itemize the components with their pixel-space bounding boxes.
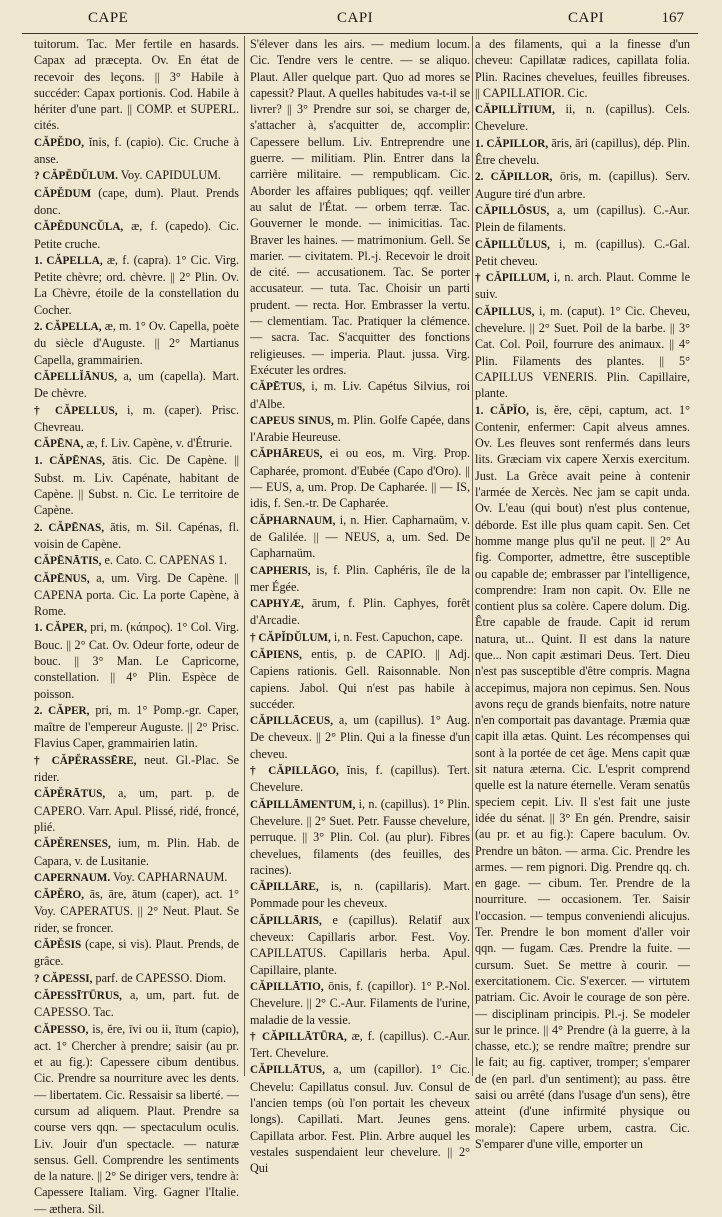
dictionary-entry: [34, 869, 239, 886]
entry-headword: CAPHERIS,: [250, 564, 311, 577]
dictionary-entry: [475, 202, 690, 236]
entry-definition: a, um (capillor). 1° Cic. Chevelu: Capillatus consul. Juv. Consul de l'ancien temps (où l'on portait les cheveux longs). Capillati. Mart. Jeunes gens. Capillata arbor. Fest. Plin. Arbre auquel les vestales suspendaient leur chevelure. || 2° Qui: [250, 1062, 470, 1176]
entry-definition: i, m. (caput). 1° Cic. Cheveu, chevelure. || 2° Suet. Poil de la barbe. || 3° Cat. Col. Poil, fourrure des animaux. || 4° Plin. Filaments des plantes. || 5° CAPILLUS VENERIS. Plin. Capillaire, plante.: [475, 303, 691, 401]
entry-definition: ĭnis, f. (capillus). Tert. Chevelure.: [250, 763, 470, 795]
dictionary-entry: [34, 752, 239, 786]
running-head-left: CAPE: [88, 10, 129, 26]
dictionary-entry: [250, 978, 470, 1028]
entry-headword: CĂPĔRO,: [34, 889, 85, 902]
entry-headword: CAPHYÆ,: [250, 598, 304, 611]
entry-definition: is, ĕre, cēpi, captum, act. 1° Contenir, enfermer: Capit alveus amnes. Ov. Les fleuves sont renfermés dans leurs lits. Græciam vix capere Xerxis exercitum. Just. La Grèce avait peine à contenir l'armée de Xercès. Nec jam se capit unda. Ov. L'eau (qui bout) n'est plus contenue, déborde. Est ille plus quam capit. Sen. Cet homme mange plus qu'il ne peut. || 2° Au fig. Comporter, admettre, être susceptible ou capable de; embrasser par l'intelligence, comprendre: Iram non capit. Ov. Elle ne contient plus sa colère. Capere dolum. Dig. Être capable de fraude. Capit id rerum natura, ut... Quint. Il est dans la nature que... Non capit æstimari Deus. Tert. Dieu n'est pas susceptible d'être compris. Magna accepimus, majora non cepimus. Sen. Nous avons reçu de grands bienfaits, notre nature n'en comportait pas davantage. Præmia quæ capit illa ætas. Quint. Les récompenses qui sont à la portée de cet âge. Mens capit quæ sit natura æterna. Cic. L'esprit comprend quelle est la nature éternelle. Veram senatûs speciem cepit. Liv. Il s'est fait une juste idée du sénat. || 3° En gén. Prendre, saisir (au pr. et au fig.): Capere baculum. Ov. Prendre un bâton. — arma. Cic. Prendre les armes. — rem pignori. Dig. Prendre qq. ch. en gage. — cibum. Ter. Prendre de la nourriture. — occasionem. Ter. Saisir l'occasion. — tempus conveniendi alicujus. Ter. Prendre le bon moment d'aller voir qqn. — fugam. Cæs. Prendre la fuite. — cursum. Suet. Se mettre à courir. — exercitationem. Cic. S'exercer. — virtutem patriam. Cic. Avoir le courage de son père. — disciplinam principis. Pl.-j. Se modeler sur le prince. || 4° Prendre (à la guerre, à la chasse, etc.); se rendre maître; prendre sur le fait; au fig. captiver, tromper; s'emparer de (en parl. d'un sentiment); au pass. être saisi ou arrêté (dans l'usage d'un sens), être atteint (d'une infirmité physique ou morale): Capere urbem, castra. Cic. S'emparer d'une ville, emporter un: [475, 402, 690, 1151]
dictionary-entry: [250, 712, 470, 762]
entry-definition: pri, m. (κάπρος). 1° Col. Virg. Bouc. || 2° Cat. Ov. Odeur forte, odeur de bouc. || 3° Man. Le Capricorne, constellation. || 4° Plin. Espèce de poisson.: [34, 620, 240, 701]
entry-definition: a, um (capillus). 1° Aug. De cheveux. || 2° Plin. Qui a la finesse d'un cheveu.: [250, 713, 471, 761]
column-1: [34, 36, 240, 1216]
dictionary-entry: [250, 629, 470, 646]
dictionary-entry: [34, 970, 239, 987]
entry-headword: CAPERNAUM.: [34, 871, 111, 884]
dictionary-entry: [475, 269, 690, 303]
entry-definition: ōris, m. (capillus). Serv. Augure tiré d'un arbre.: [475, 169, 690, 201]
entry-headword: † CĂPILLĀTŪRA,: [250, 1030, 347, 1043]
dictionary-entry: [475, 101, 690, 135]
dictionary-entry: [34, 134, 239, 168]
entry-headword: † CĂPILLĀGO,: [250, 765, 339, 778]
entry-headword: 2. CĂPER,: [34, 704, 90, 717]
entry-headword: CĂPĒNUS,: [34, 572, 90, 585]
entry-headword: 2. CĂPELLA,: [34, 321, 102, 334]
entry-headword: 1. CĂPĒNAS,: [34, 455, 105, 468]
entry-headword: CĂPĔRĀTUS,: [34, 788, 106, 801]
column-divider: [244, 36, 245, 1076]
running-head-center: CAPI: [337, 10, 374, 26]
entry-headword: † CĂPĔRASSĒRE,: [34, 754, 137, 767]
entry-definition: āris, āri (capillus), dép. Plin. Être chevelu.: [475, 135, 690, 168]
entry-headword: CĂPĔSIS: [34, 939, 82, 952]
dictionary-entry: [34, 318, 239, 368]
entry-definition: is, n. (capillaris). Mart. Pommade pour les cheveux.: [250, 879, 470, 911]
entry-definition: Voy. CAPIDULUM.: [120, 168, 221, 183]
dictionary-entry: [34, 452, 239, 518]
entry-headword: CĂPILLĀTUS,: [250, 1064, 325, 1077]
entry-definition: æ, m. 1° Ov. Capella, poète du siècle d'Auguste. || 2° Martianus Capella, grammairien.: [34, 319, 240, 367]
column-2: [250, 36, 471, 1176]
entry-definition: m. Plin. Golfe Capée, dans l'Arabie Heureuse.: [250, 412, 471, 445]
entry-headword: ? CĂPESSI,: [34, 972, 93, 985]
entry-definition: a, um (capillus). C.-Aur. Plein de filaments.: [475, 202, 690, 235]
dictionary-entry: [250, 36, 470, 378]
dictionary-entry: [475, 402, 690, 1153]
dictionary-entry: [34, 402, 239, 436]
entry-definition: a, um (capella). Mart. De chèvre.: [34, 368, 239, 401]
dictionary-entry: [34, 167, 239, 184]
entry-definition: Voy. CAPHARNAUM.: [112, 869, 228, 884]
entry-headword: 1. CĂPELLA,: [34, 254, 103, 267]
dictionary-entry: [34, 886, 239, 936]
entry-headword: 1. CĂPĬO,: [475, 404, 529, 417]
dictionary-entry: [250, 378, 470, 412]
entry-headword: CĂPILLŌSUS,: [475, 204, 550, 217]
dictionary-entry: [34, 987, 239, 1021]
dictionary-entry: [34, 702, 239, 752]
entry-definition: is, f. Plin. Caphéris, île de la mer Égée.: [250, 562, 470, 594]
entry-definition: i, m. Liv. Capétus Silvius, roi d'Albe.: [250, 379, 470, 411]
entry-headword: ? CĂPĔDŬLUM.: [34, 170, 118, 183]
entry-definition: æ, f. Liv. Capène, v. d'Étrurie.: [86, 436, 233, 451]
entry-definition: entis, p. de CAPIO. || Adj. Capiens rationis. Gell. Raisonnable. Non capiens. Jabol. Qui n'est pas habile à succéder.: [250, 646, 471, 711]
header-rule: [22, 33, 698, 34]
entry-headword: CĂPILLĀRE,: [250, 881, 319, 894]
entry-headword: CĂPILLĀCEUS,: [250, 715, 333, 728]
dictionary-entry: [475, 135, 690, 169]
entry-definition: i, n. arch. Plaut. Comme le suiv.: [475, 270, 690, 302]
running-head-right: CAPI: [568, 10, 605, 26]
entry-definition: i, n. (capillus). 1° Plin. Chevelure. || 2° Suet. Petr. Fausse chevelure, perruque. || 3° Plin. Col. (au plur). Fibres chevelues, filaments (des feuilles, des racines).: [250, 796, 470, 877]
dictionary-entry: [250, 595, 470, 629]
column-divider: [472, 36, 473, 1076]
entry-definition: i, n. Hier. Capharnaüm, v. de Galilée. || — NEUS, a, um. Sed. De Capharnaüm.: [250, 512, 470, 561]
entry-definition: (cape, si vis). Plaut. Prends, de grâce.: [34, 937, 240, 969]
entry-definition: ōnis, f. (capillor). 1° P.-Nol. Chevelure. || 2° C.-Aur. Filaments de l'urine, maladie de la vessie.: [250, 978, 470, 1027]
dictionary-entry: [250, 796, 470, 878]
entry-definition: ātis, m. Sil. Capénas, fl. voisin de Capène.: [34, 519, 240, 551]
dictionary-entry: [250, 912, 470, 978]
entry-headword: CĂPILLĬTIUM,: [475, 104, 555, 117]
entry-headword: CĂPILLĀMENTUM,: [250, 798, 356, 811]
entry-headword: CĂPHĀREUS,: [250, 448, 323, 461]
entry-definition: a, um. Virg. De Capène. || CAPENA porta. Cic. La porte Capène, à Rome.: [34, 570, 239, 619]
dictionary-entry: [475, 36, 690, 101]
entry-headword: 1. CĂPER,: [34, 622, 87, 635]
entry-headword: CĂPĒNĀTIS,: [34, 555, 102, 568]
dictionary-entry: [34, 36, 239, 134]
entry-definition: (cape, dum). Plaut. Prends donc.: [34, 185, 240, 217]
dictionary-entry: [250, 562, 470, 596]
entry-definition: i, m. (caper). Prisc. Chevreau.: [34, 402, 240, 434]
entry-headword: CĂPILLŬLUS,: [475, 238, 550, 251]
entry-definition: pri, m. 1° Pomp.-gr. Caper, maître de l'empereur Auguste. || 2° Prisc. Flavius Caper, grammairien latin.: [34, 702, 239, 751]
entry-headword: CĂPĒNA,: [34, 438, 84, 451]
dictionary-entry: [250, 512, 470, 562]
dictionary-entry: [34, 552, 239, 569]
column-3: [475, 36, 691, 1151]
entry-headword: CĂPĔDUNCŬLA,: [34, 221, 124, 234]
entry-definition: ii, n. (capillus). Cels. Chevelure.: [475, 102, 690, 134]
entry-headword: CĂPĔDUM: [34, 187, 92, 200]
entry-definition: neut. Gl.-Plac. Se rider.: [34, 752, 240, 785]
dictionary-entry: [250, 1028, 470, 1062]
dictionary-entry: [250, 646, 470, 712]
entry-definition: ātis. Cic. De Capène. || Subst. m. Liv. Capénate, habitant de Capène. || Subst. n. Cic. Le territoire de Capène.: [34, 453, 240, 518]
dictionary-entry: [34, 1021, 239, 1217]
entry-definition: æ, f. (capillus). C.-Aur. Tert. Chevelure.: [250, 1028, 471, 1061]
entry-headword: CĂPILLĀRIS,: [250, 914, 322, 927]
dictionary-entry: [34, 252, 239, 318]
dictionary-entry: [34, 785, 239, 835]
entry-headword: † CĂPILLUM,: [475, 272, 550, 285]
entry-definition: a, um, part. p. de CAPERO. Varr. Apul. Plissé, ridé, froncé, plié.: [34, 786, 240, 834]
entry-headword: 1. CĂPILLOR,: [475, 137, 549, 150]
dictionary-entry: [34, 218, 239, 252]
dictionary-entry: [34, 835, 239, 869]
dictionary-entry: [250, 445, 470, 511]
dictionary-entry: [250, 878, 470, 912]
entry-headword: CĂPIENS,: [250, 648, 302, 661]
entry-headword: CĂPILLUS,: [475, 305, 535, 318]
dictionary-entry: [34, 368, 239, 402]
entry-definition: is, ĕre, īvi ou ii, ītum (capio), act. 1° Chercher à prendre; saisir (au pr. et au fig.): Capessere cibum dentibus. Cic. Prendre sa nourriture avec les dents. — libertatem. Cic. Ressaisir sa liberté. — cursum ad aliquem. Plaut. Prendre sa course vers qqn. — spectaculum oculis. Liv. Jouir d'un spectacle. — naturæ sensus. Gell. Comprendre les sentiments de la nature. || 2° Se diriger vers, tendre à: Capessere Italiam. Virg. Gagner l'Italie. — æthera. Sil.: [34, 1021, 240, 1216]
dictionary-entry: [475, 303, 690, 402]
entry-definition: tuitorum. Tac. Mer fertile en hasards. Capax ad præcepta. Ov. En état de recevoir des leçons. || 3° Habile à succéder: Capax portionis. Cod. Habile à hériter d'une part. || COMP. et SUPERL. cités.: [34, 37, 239, 133]
entry-definition: e (capillus). Relatif aux cheveux: Capillaris arbor. Fest. Voy. CAPILLATUS. Capillaris herba. Apul. Capillaire, plante.: [250, 912, 470, 977]
entry-headword: CĂPESSĪTŪRUS,: [34, 989, 122, 1002]
dictionary-entry: [34, 570, 239, 620]
entry-headword: CAPEUS SINUS,: [250, 414, 334, 427]
dictionary-entry: [250, 412, 470, 446]
entry-definition: S'élever dans les airs. — medium locum. Cic. Tendre vers le centre. — se aliquo. Plaut. Aller quelque part. Quo ad mores se capessit? Plaut. A quelles habitudes va-t-il se livrer? || 3° Prendre sur soi, se charger de, s'attacher à, s'acquitter de, accomplir: Capessere bellum. Liv. Entreprendre une guerre. — militiam. Plin. Entrer dans la carrière militaire. — rempublicam. Cic. Aborder les affaires publiques; qqf. veiller au salut de l'État. — orbem terræ. Tac. Gouverner le monde. — inimicitias. Tac. Braver les haines. — matrimonium. Gell. Se marier. — civitatem. Pl.-j. Recevoir le droit de cité. — accusationem. Tac. Se porter accusateur. — tuta. Tac. Choisir un parti prudent. — recta. Hor. Embrasser la vertu. — clementiam. Tac. Pratiquer la clémence. — sacra. Tac. S'acquitter des fonctions religieuses. — imperia. Plaut. jussa. Virg. Exécuter les ordres.: [250, 37, 470, 377]
entry-definition: a, um, part. fut. de CAPESSO. Tac.: [34, 987, 239, 1020]
entry-headword: CĂPĔRENSES,: [34, 838, 111, 851]
entry-headword: CĂPĒTUS,: [250, 381, 306, 394]
entry-definition: æ, f. (capedo). Cic. Petite cruche.: [34, 219, 239, 251]
entry-headword: 2. CĂPĒNAS,: [34, 521, 104, 534]
entry-definition: i, m. (capillus). C.-Gal. Petit cheveu.: [475, 236, 690, 268]
entry-definition: e. Cato. C. CAPENAS 1.: [104, 553, 228, 568]
dictionary-entry: [34, 619, 239, 701]
entry-headword: CĂPILLĀTIO,: [250, 980, 324, 993]
entry-definition: ārum, f. Plin. Caphyes, forêt d'Arcadie.: [250, 596, 470, 628]
entry-definition: æ, f. (capra). 1° Cic. Virg. Petite chèvre; ord. chèvre. || 2° Plin. Ov. La Chèvre, étoile de la constellation du Cocher.: [34, 252, 239, 317]
dictionary-entry: [250, 762, 470, 796]
entry-definition: ĭnis, f. (capio). Cic. Cruche à anse.: [34, 134, 239, 167]
dictionary-entry: [34, 435, 239, 452]
entry-headword: CĂPESSO,: [34, 1023, 89, 1036]
entry-headword: † CĂPĬDŬLUM,: [250, 631, 331, 644]
entry-definition: i, n. Fest. Capuchon, cape.: [333, 629, 463, 644]
dictionary-entry: [475, 168, 690, 202]
entry-headword: 2. CĂPILLOR,: [475, 171, 553, 184]
entry-headword: CĂPHARNAUM,: [250, 514, 336, 527]
page-number: 167: [661, 10, 684, 26]
entry-headword: CĂPĔDO,: [34, 136, 85, 149]
entry-definition: ei ou eos, m. Virg. Prop. Capharée, promont. d'Eubée (Capo d'Oro). || — EUS, a, um. Prop. De Capharée. || — IS, idis, f. Sen.-tr. De Capharée.: [250, 446, 471, 511]
dictionary-entry: [34, 185, 239, 219]
entry-headword: † CĂPELLUS,: [34, 404, 118, 417]
entry-headword: CĂPELLĬĀNUS,: [34, 370, 117, 383]
entry-definition: ās, āre, ātum (caper), act. 1° Voy. CAPERATUS. || 2° Neut. Plaut. Se rider, se froncer.: [34, 887, 240, 935]
dictionary-entry: [34, 519, 239, 553]
dictionary-entry: [475, 236, 690, 270]
entry-definition: a des filaments, qui a la finesse d'un cheveu: Capillatæ radices, capillata folia. Plin. Racines chevelues, feuilles fibreuses. || CAPILLATIOR. Cic.: [475, 37, 690, 100]
entry-definition: ium, m. Plin. Hab. de Capara, v. de Lusitanie.: [34, 836, 239, 868]
page-header: [0, 10, 722, 32]
entry-definition: parf. de CAPESSO. Diom.: [95, 970, 227, 985]
dictionary-entry: [34, 936, 239, 970]
dictionary-entry: [250, 1061, 470, 1176]
